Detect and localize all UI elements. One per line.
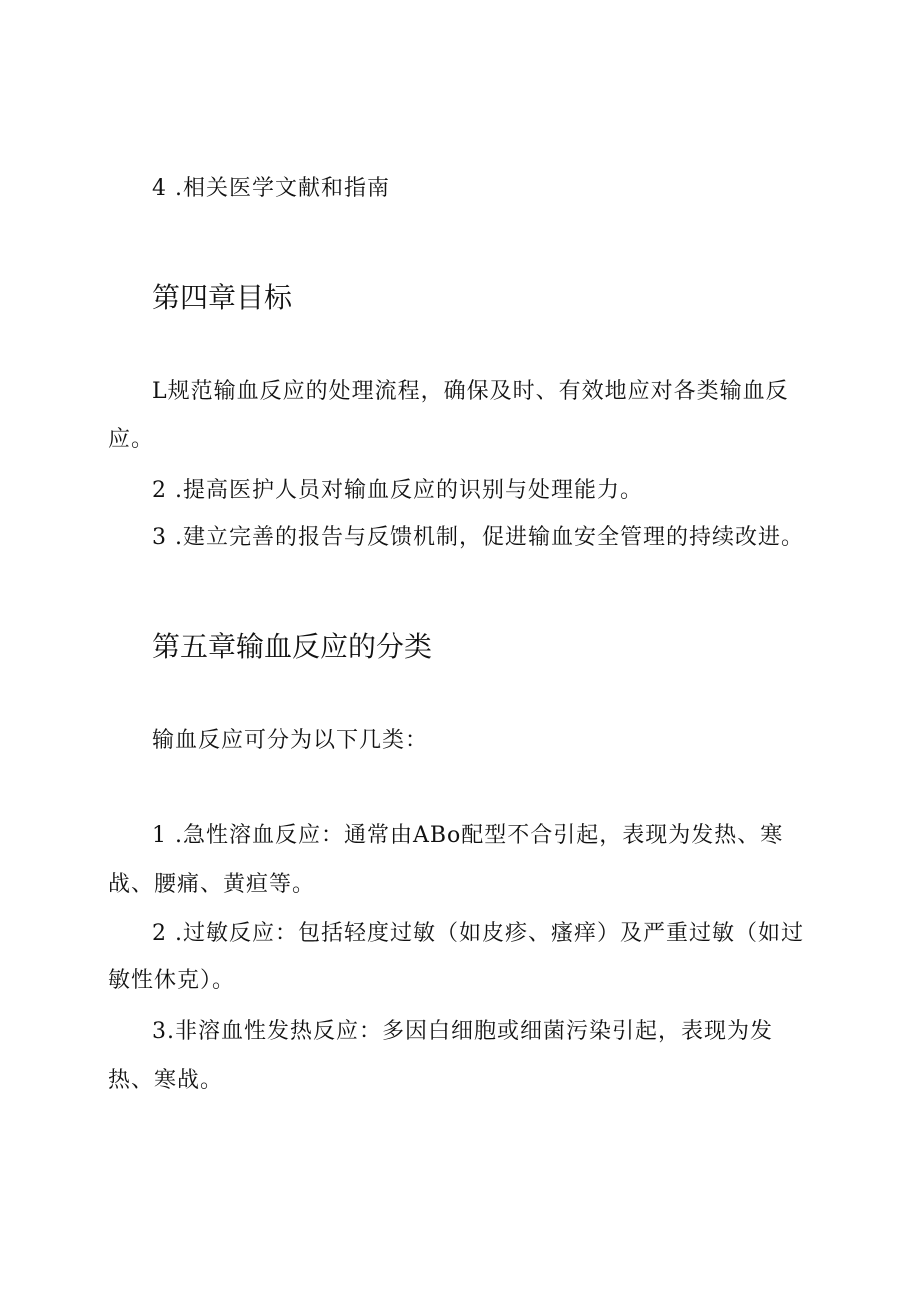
reaction-2-line-1: 2 .过敏反应：包括轻度过敏（如皮疹、瘙痒）及严重过敏（如过 <box>152 921 804 946</box>
reaction-1-line-2: 战、腰痛、黄疸等。 <box>108 872 316 897</box>
goal-2: 2 .提高医护人员对输血反应的识别与处理能力。 <box>152 478 643 503</box>
goal-1-line-2: 应。 <box>108 427 155 452</box>
classification-intro: 输血反应可分为以下几类： <box>152 728 429 753</box>
reaction-1-line-1: 1 .急性溶血反应：通常由ABo配型不合引起，表现为发热、寒 <box>152 823 784 848</box>
chapter-5-title: 第五章输血反应的分类 <box>152 630 433 663</box>
reaction-3-line-1: 3.非溶血性发热反应：多因白细胞或细菌污染引起，表现为发 <box>152 1019 773 1044</box>
reaction-3-line-2: 热、寒战。 <box>108 1068 224 1093</box>
reaction-2-line-2: 敏性休克）。 <box>108 968 236 993</box>
chapter-4-title: 第四章目标 <box>152 281 293 314</box>
reference-item-4: 4 .相关医学文献和指南 <box>152 176 390 201</box>
goal-1-line-1: L规范输血反应的处理流程，确保及时、有效地应对各类输血反 <box>152 379 789 404</box>
goal-3: 3 .建立完善的报告与反馈机制，促进输血安全管理的持续改进。 <box>152 525 804 550</box>
